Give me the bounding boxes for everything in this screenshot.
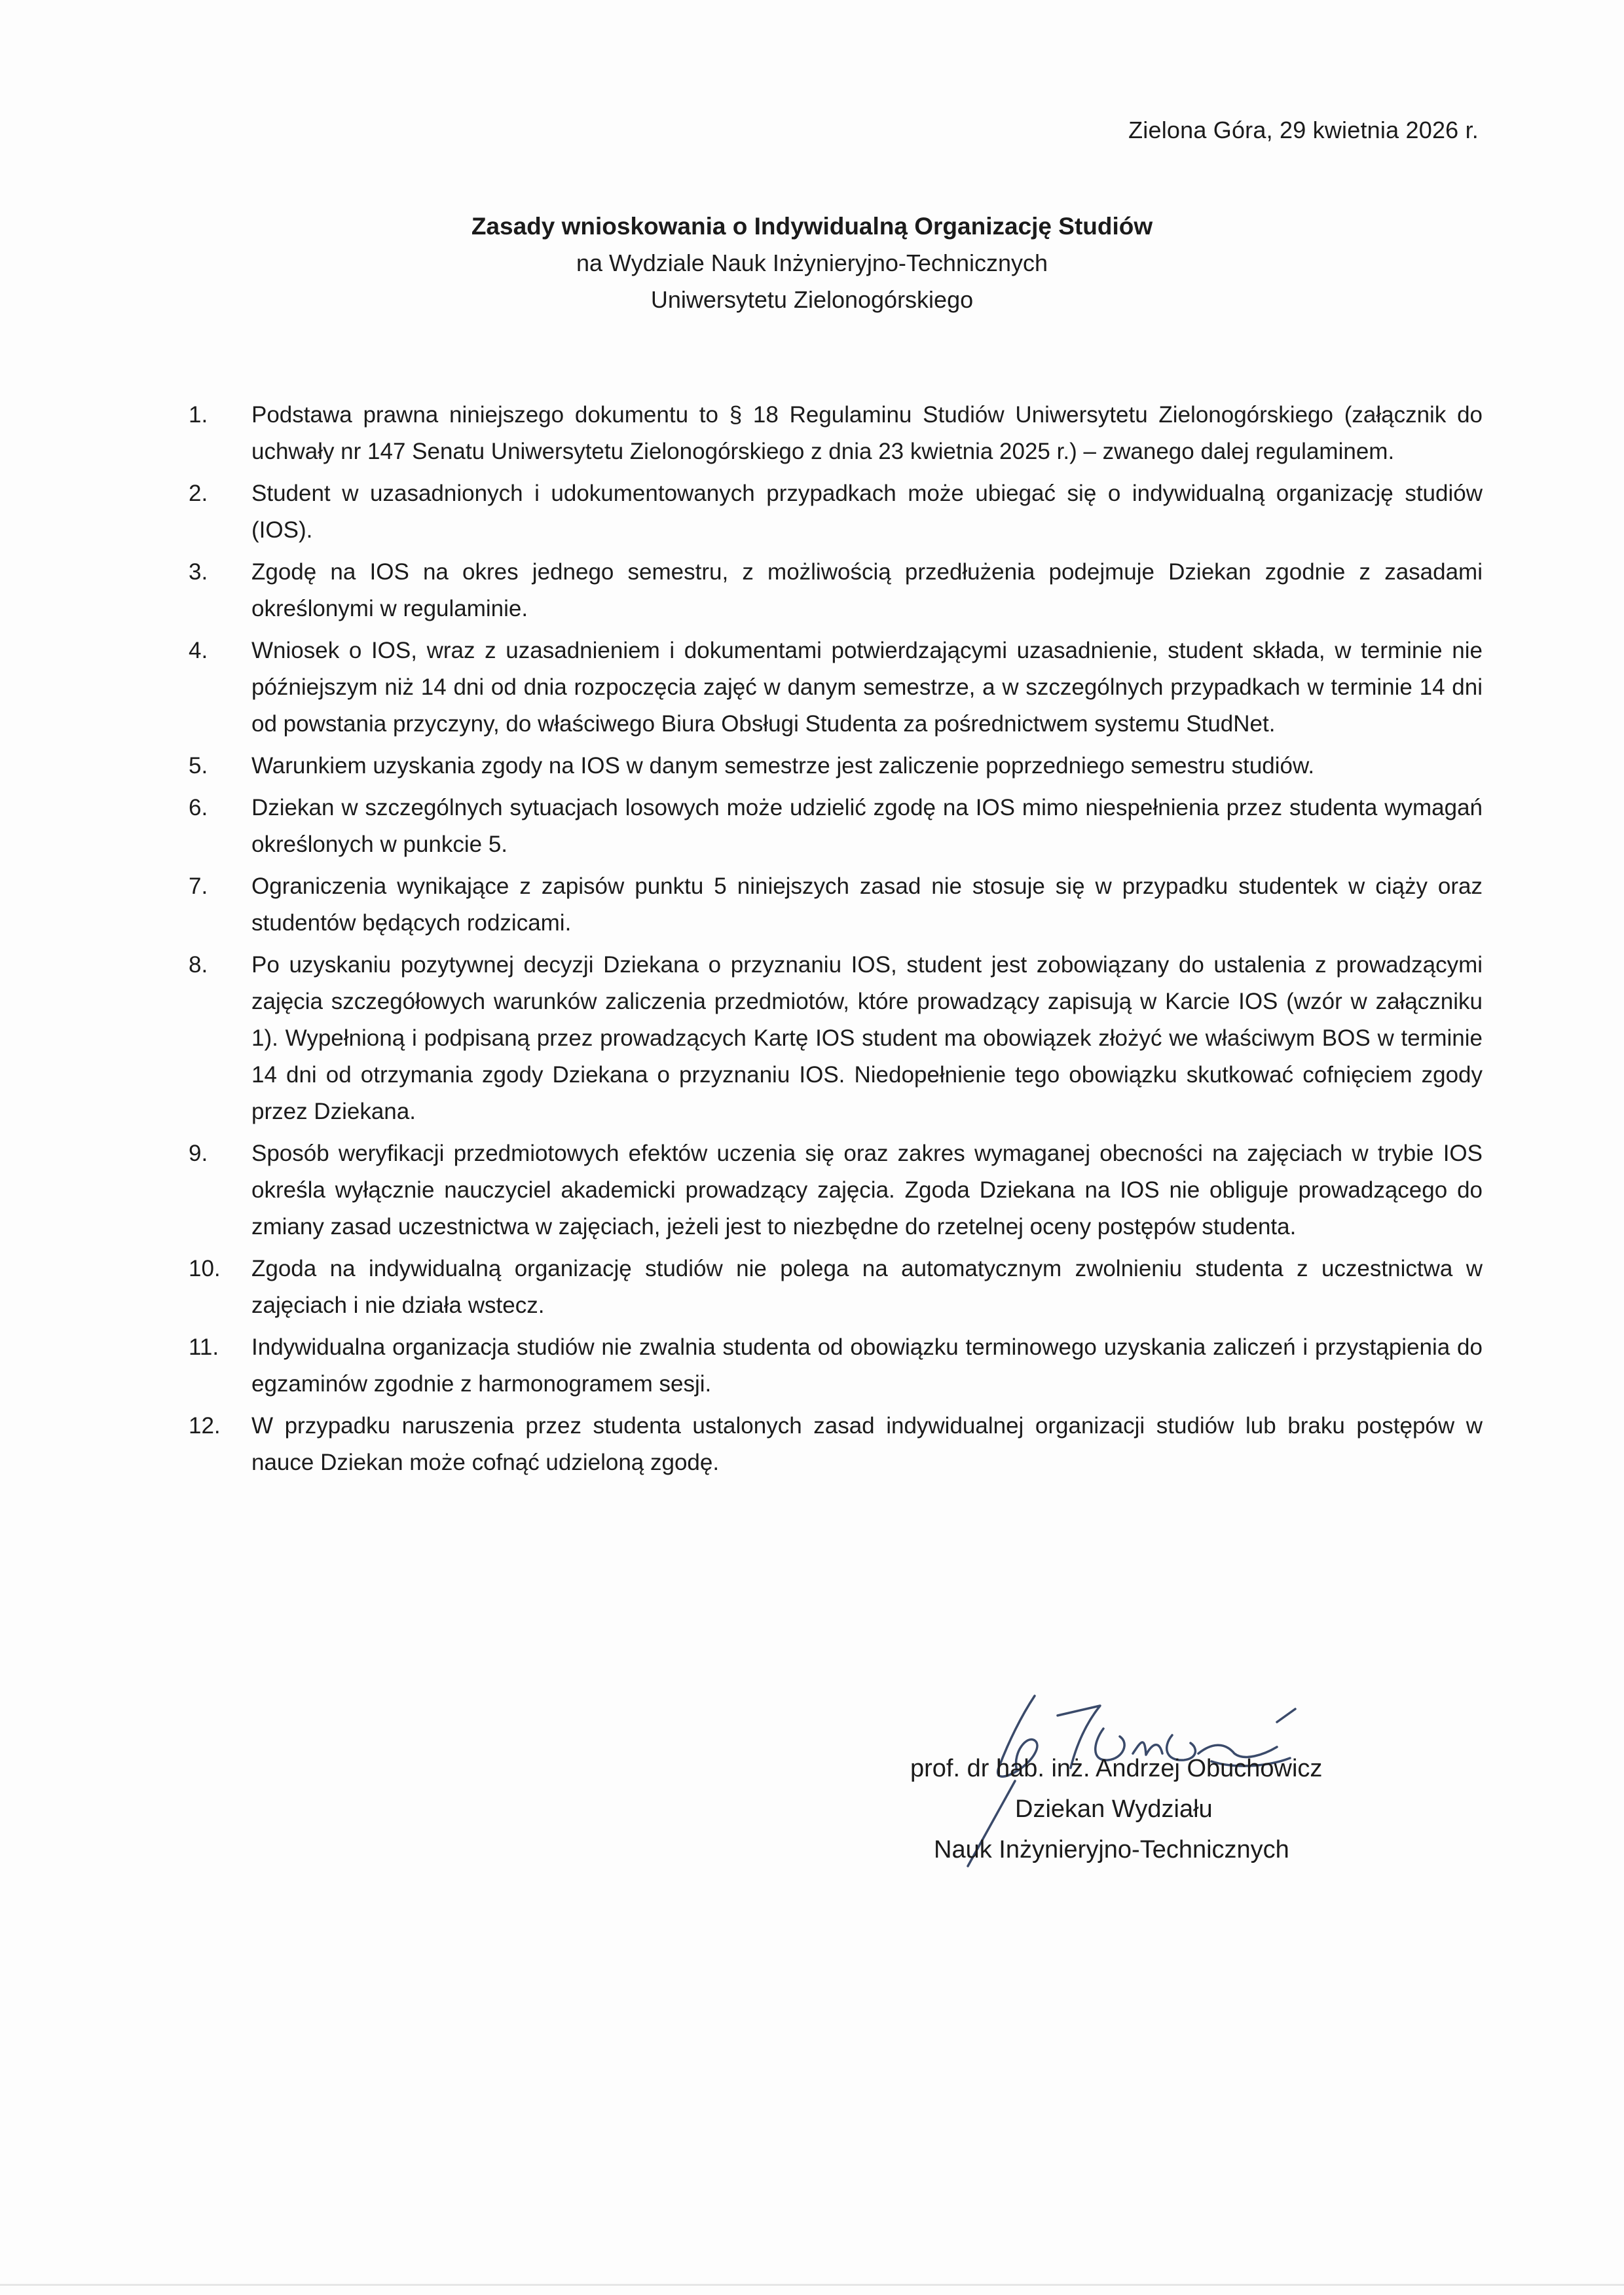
- rules-list: [189, 397, 1483, 1486]
- rule-text: Zgodę na IOS na okres jednego semestru, z możliwością przedłużenia podejmuje Dziekan zgodnie z zasadami określonymi w regulaminie.: [251, 559, 1483, 621]
- rule-item: [189, 1408, 1483, 1481]
- rule-item: [189, 1329, 1483, 1403]
- rule-text: Zgoda na indywidualną organizację studiów nie polega na automatycznym zwolnieniu studenta z uczestnictwa w zajęciach i nie działa wstecz.: [251, 1256, 1483, 1318]
- rule-item: [189, 554, 1483, 627]
- rule-number: 9.: [189, 1141, 208, 1166]
- rule-text: Warunkiem uzyskania zgody na IOS w danym semestrze jest zaliczenie poprzedniego semestru studiów.: [251, 753, 1315, 779]
- signatory-faculty: Nauk Inżynieryjno-Technicznych: [934, 1836, 1289, 1864]
- rule-text: W przypadku naruszenia przez studenta ustalonych zasad indywidualnej organizacji studiów lub braku postępów w nauce Dziekan może cofnąć udzieloną zgodę.: [251, 1413, 1483, 1475]
- rule-item: [189, 790, 1483, 863]
- document-date: Zielona Góra, 29 kwietnia 2026 r.: [1128, 117, 1479, 143]
- rule-text: Ograniczenia wynikające z zapisów punktu 5 niniejszych zasad nie stosuje się w przypadku studentek w ciąży oraz studentów będących rodzicami.: [251, 873, 1483, 936]
- rule-text: Sposób weryfikacji przedmiotowych efektów uczenia się oraz zakres wymaganej obecności na zajęciach w trybie IOS określa wyłącznie nauczyciel akademicki prowadzący zajęcia. Zgoda Dziekana na IOS nie obliguje prowadzącego do zmiany zasad uczestnictwa w zajęciach, jeżeli jest to niezbędne do rzetelnej oceny postępów studenta.: [251, 1141, 1483, 1239]
- document-subtitle-university: Uniwersytetu Zielonogórskiego: [650, 286, 974, 313]
- rule-number: 6.: [189, 795, 208, 820]
- rule-text: Indywidualna organizacja studiów nie zwalnia studenta od obowiązku terminowego uzyskania zaliczeń i przystąpienia do egzaminów zgodnie z harmonogramem sesji.: [251, 1334, 1483, 1397]
- rule-item: [189, 868, 1483, 942]
- rule-number: 7.: [189, 873, 208, 899]
- rule-number: 11.: [189, 1334, 219, 1360]
- rule-item: [189, 1135, 1483, 1245]
- rule-text: Po uzyskaniu pozytywnej decyzji Dziekana o przyznaniu IOS, student jest zobowiązany do ustalenia z prowadzącymi zajęcia szczegółowych warunków zaliczenia przedmiotów, które prowadzący zapisują w Karcie IOS (wzór w załączniku 1). Wypełnioną i podpisaną przez prowadzących Kartę IOS student ma obowiązek złożyć we właściwym BOS w terminie 14 dni od otrzymania zgody Dziekana o przyznaniu IOS. Niedopełnienie tego obowiązku skutkować cofnięciem zgody przez Dziekana.: [251, 952, 1483, 1124]
- rule-number: 5.: [189, 753, 208, 779]
- signatory-role: Dziekan Wydziału: [1015, 1795, 1213, 1823]
- document-heading: [0, 208, 1624, 318]
- rule-number: 3.: [189, 559, 208, 585]
- rule-text: Dziekan w szczególnych sytuacjach losowych może udzielić zgodę na IOS mimo niespełnienia przez studenta wymagań określonych w punkcie 5.: [251, 795, 1483, 857]
- document-subtitle-faculty: na Wydziale Nauk Inżynieryjno-Technicznych: [576, 249, 1048, 276]
- rule-number: 4.: [189, 638, 208, 663]
- rule-number: 1.: [189, 402, 208, 428]
- rule-item: [189, 397, 1483, 470]
- page-bottom-divider: [0, 2284, 1624, 2286]
- rule-number: 10.: [189, 1256, 221, 1281]
- rule-number: 8.: [189, 952, 208, 978]
- rule-item: [189, 475, 1483, 549]
- rule-text: Podstawa prawna niniejszego dokumentu to § 18 Regulaminu Studiów Uniwersytetu Zielonogórskiego (załącznik do uchwały nr 147 Senatu Uniwersytetu Zielonogórskiego z dnia 23 kwietnia 2025 r.) – zwanego dalej regulaminem.: [251, 402, 1483, 464]
- rule-item: [189, 947, 1483, 1130]
- document-title: Zasady wnioskowania o Indywidualną Organizację Studiów: [471, 213, 1153, 240]
- rule-text: Student w uzasadnionych i udokumentowanych przypadkach może ubiegać się o indywidualną organizację studiów (IOS).: [251, 481, 1483, 543]
- signatory-name: prof. dr hab. inż. Andrzej Obuchowicz: [910, 1755, 1323, 1782]
- rule-number: 2.: [189, 481, 208, 506]
- rule-text: Wniosek o IOS, wraz z uzasadnieniem i dokumentami potwierdzającymi uzasadnienie, student składa, w terminie nie późniejszym niż 14 dni od dnia rozpoczęcia zajęć w danym semestrze, a w szczególnych przypadkach w terminie 14 dni od powstania przyczyny, do właściwego Biura Obsługi Studenta za pośrednictwem systemu StudNet.: [251, 638, 1483, 737]
- rule-item: [189, 633, 1483, 743]
- rule-item: [189, 748, 1483, 784]
- rule-number: 12.: [189, 1413, 221, 1439]
- signature-block: [910, 1748, 1447, 1870]
- rule-item: [189, 1251, 1483, 1324]
